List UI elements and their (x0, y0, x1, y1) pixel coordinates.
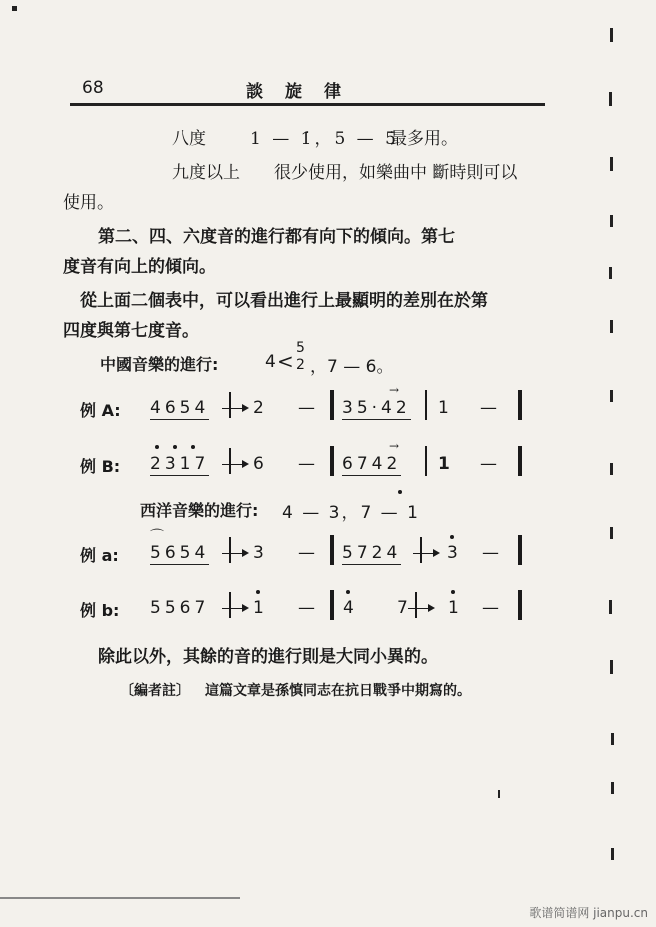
branch-symbol: < (277, 349, 294, 373)
slur-mark: ⌒ (150, 529, 164, 545)
arrow-line (222, 608, 242, 609)
example-a-western-dash1: — (298, 543, 315, 563)
chinese-progression-label: 中國音樂的進行: (100, 355, 219, 374)
para3-line-2: 四度與第七度音。 (63, 321, 199, 341)
high-octave-dot (256, 590, 260, 594)
barline (229, 537, 231, 563)
barline (415, 592, 417, 618)
scan-edge (0, 897, 240, 899)
example-a-western-label: 例 a: (80, 546, 119, 565)
conclusion-text: 除此以外，其餘的音的進行則是大同小異的。 (98, 647, 438, 667)
example-b-western-label: 例 b: (80, 601, 120, 620)
scan-mark (498, 790, 500, 798)
scan-mark (609, 92, 612, 106)
example-b-dash2: — (480, 454, 497, 474)
scan-mark (12, 6, 17, 11)
scan-mark (610, 28, 613, 42)
ninth-line-2: 使用。 (63, 193, 114, 213)
example-b-western-group2b: 7 (397, 598, 408, 618)
example-a-target1: 2 (253, 398, 264, 418)
example-b-target2: 1 (438, 454, 450, 474)
example-a-western-target1: 3 (253, 543, 264, 563)
slide-arrow: → (389, 439, 400, 453)
example-a-label: 例 A: (80, 401, 121, 420)
example-a-group2: 35·42 (342, 398, 411, 418)
double-barline (518, 390, 522, 420)
para2-line-2: 度音有向上的傾向。 (63, 257, 216, 277)
high-octave-dot (398, 490, 402, 494)
high-octave-dot (346, 590, 350, 594)
example-b-western-target1: 1 (253, 598, 264, 618)
para3-line-1: 從上面二個表中，可以看出進行上最顯明的差別在於第 (80, 291, 488, 311)
ninth-line-1: 九度以上 很少使用，如樂曲中 斷時則可以 (172, 163, 518, 183)
arrow-line (408, 608, 428, 609)
chinese-progression-upper: 5 (296, 340, 305, 356)
example-b-label: 例 B: (80, 457, 121, 476)
scan-mark (609, 600, 612, 614)
high-octave-dot (155, 445, 159, 449)
scan-mark (610, 660, 613, 674)
double-barline (330, 590, 334, 620)
arrow-head (242, 604, 249, 612)
high-octave-dot (191, 445, 195, 449)
arrow-head (242, 460, 249, 468)
scan-mark (611, 782, 614, 794)
scan-mark (610, 157, 613, 171)
double-barline (330, 390, 334, 420)
scan-mark (610, 390, 613, 402)
watermark: 歌谱简谱网 jianpu.cn (529, 906, 648, 920)
arrow-line (222, 464, 242, 465)
double-barline (330, 446, 334, 476)
high-octave-dot (450, 535, 454, 539)
arrow-head (433, 549, 440, 557)
para2-line-1: 第二、四、六度音的進行都有向下的傾向。第七 (98, 227, 455, 247)
arrow-line (413, 553, 433, 554)
arrow-line (222, 408, 242, 409)
example-a-western-group1: 5654 (150, 543, 210, 563)
page-title: 談旋律 (246, 82, 363, 102)
example-b-western-dash1: — (298, 598, 315, 618)
slide-arrow: → (389, 383, 400, 397)
double-barline (518, 446, 522, 476)
chinese-progression-base: 4 (265, 352, 276, 372)
octave-suffix: 最多用。 (390, 129, 458, 149)
example-a-target2: 1 (438, 398, 449, 418)
editor-note-label: 〔編者註〕 (120, 683, 190, 699)
arrow-line (222, 553, 242, 554)
scan-mark (610, 527, 613, 539)
double-barline (518, 535, 522, 565)
chinese-progression-lower: 2 (296, 357, 305, 373)
example-a-dash2: — (480, 398, 497, 418)
example-a-western-dash2: — (482, 543, 499, 563)
arrow-head (242, 404, 249, 412)
example-b-western-dash2: — (482, 598, 499, 618)
high-octave-dot (451, 590, 455, 594)
high-octave-dot (173, 445, 177, 449)
scan-mark (611, 848, 614, 860)
scan-mark (611, 733, 614, 745)
example-b-dash1: — (298, 454, 315, 474)
arrow-head (428, 604, 435, 612)
octave-notes: 1 — 1̇，5 — 5̇ (250, 129, 399, 149)
barline (229, 448, 231, 474)
double-barline (330, 535, 334, 565)
example-b-group1: 2317 (150, 454, 210, 474)
editor-note-text: 這篇文章是孫慎同志在抗日戰爭中期寫的。 (205, 683, 471, 699)
scan-mark (609, 267, 612, 279)
page-number: 68 (82, 78, 104, 98)
example-b-western-group1: 5567 (150, 598, 210, 618)
scan-mark (610, 463, 613, 475)
example-a-western-group2: 5724 (342, 543, 402, 563)
example-a-western-target2: 3 (447, 543, 458, 563)
arrow-head (242, 549, 249, 557)
scan-mark (610, 320, 613, 333)
barline (425, 390, 427, 420)
chinese-progression-rest: ，7 — 6。 (310, 357, 394, 377)
barline (229, 592, 231, 618)
example-a-dash1: — (298, 398, 315, 418)
example-b-western-group2a: 4 (343, 598, 354, 618)
scan-mark (610, 215, 613, 227)
octave-label: 八度 (172, 129, 206, 149)
barline (229, 392, 231, 418)
example-a-group1: 4654 (150, 398, 210, 418)
western-progression-text: 4 — 3，7 — 1 (282, 503, 420, 523)
example-b-group2: 6742 (342, 454, 402, 474)
example-b-target1: 6 (253, 454, 264, 474)
double-barline (518, 590, 522, 620)
example-b-western-target2: 1 (448, 598, 459, 618)
header-rule (70, 103, 545, 106)
barline (420, 537, 422, 563)
western-progression-label: 西洋音樂的進行: (140, 501, 259, 520)
barline (425, 446, 427, 476)
